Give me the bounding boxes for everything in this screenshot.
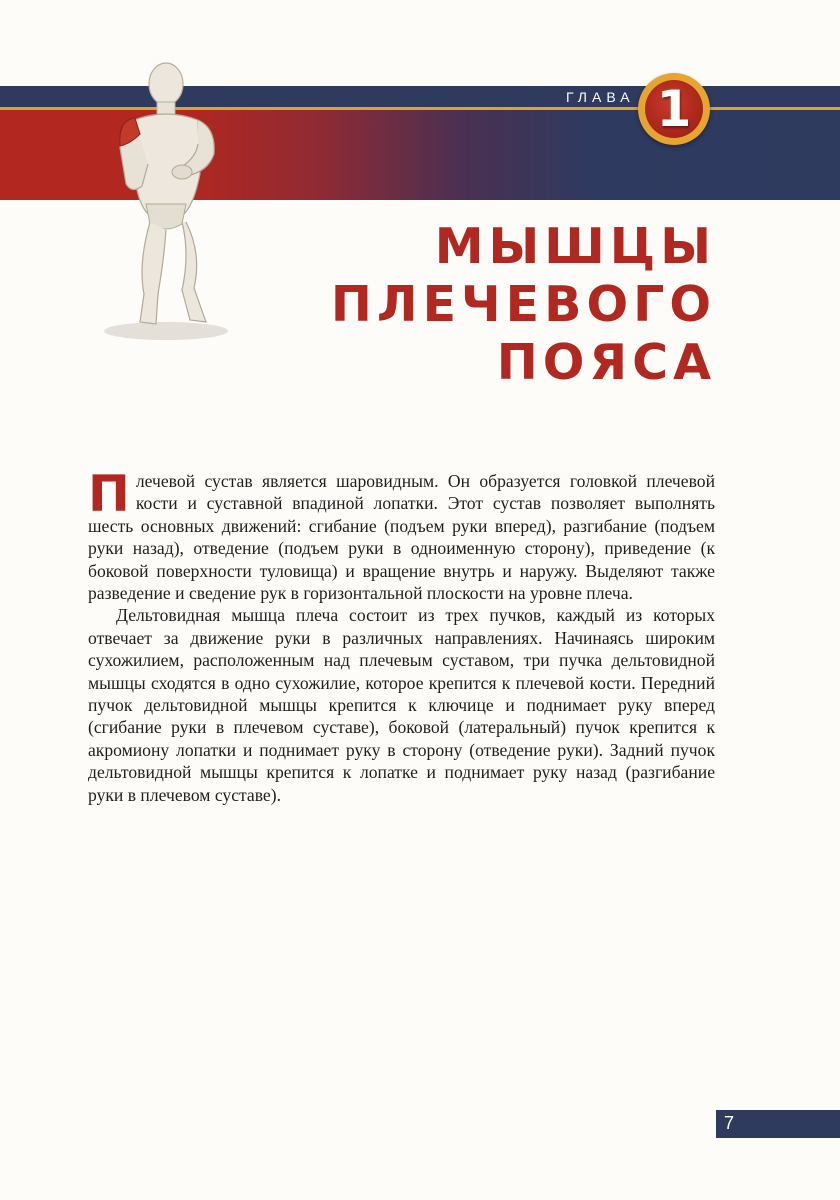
drop-cap: П: [88, 465, 130, 523]
paragraph-1-text: лечевой сустав является шаровидным. Он образуется головкой плечевой кости и суставной впадиной лопатки. Этот сустав позволяет выполнять шесть основных движений: сгибание (подъем руки вперед), разгибание (подъем руки назад), отведение (подъем руки в одноименную сторону), приведение (к боковой поверхности туловища) и вращение внутрь и наружу. Выделяют также разведение и сведение рук в горизонтальной плоскости на уровне плеча.: [88, 471, 715, 604]
paragraph-2: Дельтовидная мышца плеча состоит из трех пучков, каждый из которых отвечает за движение руки в различных направлениях. Начинаясь широким сухожилием, расположенным над плечевым суставом, три пучка дельтовидной мышцы сходятся в одно сухожилие, которое крепится к плечевой кости. Передний пучок дельтовидной мышцы крепится к ключице и поднимает руку вперед (сгибание руки в плечевом суставе), боковой (латеральный) пучок крепится к акромиону лопатки и поднимает руку в сторону (отведение руки). Задний пучок дельтовидной мышцы крепится к лопатке и поднимает руку назад (разгибание руки в плечевом суставе).: [88, 605, 715, 805]
chapter-label: ГЛАВА: [566, 89, 635, 105]
page-number: 7: [724, 1113, 735, 1133]
title-line-3: ПОЯСА: [496, 334, 716, 391]
title-line-1: МЫШЦЫ: [434, 218, 716, 275]
chapter-number: 1: [645, 80, 703, 138]
paragraph-1: [88, 465, 715, 604]
title-line-2: ПЛЕЧЕВОГО: [330, 276, 716, 333]
anatomy-figure-icon: [86, 54, 246, 344]
page-number-bar: [716, 1110, 840, 1138]
chapter-title: [331, 218, 716, 392]
chapter-number-badge: [638, 73, 710, 145]
body-text: [88, 465, 715, 806]
